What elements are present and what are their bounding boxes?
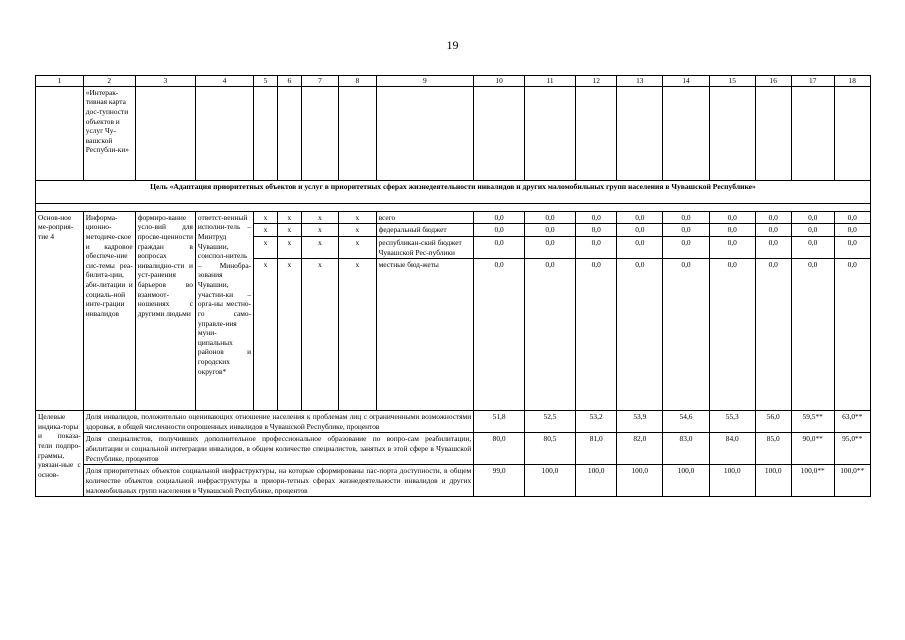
- value-cell: 90,0**: [791, 433, 834, 465]
- code-cell: х: [339, 259, 376, 411]
- column-number: 15: [709, 76, 755, 87]
- column-number: 8: [339, 76, 376, 87]
- value-cell: 82,0: [617, 433, 663, 465]
- map-title-cell: «Интерак-тивная карта дос-тупности объектов и услуг Чу-вашской Республи-ки»: [83, 86, 135, 180]
- indicator-row: [36, 411, 871, 433]
- value-cell: 100,0**: [834, 465, 871, 497]
- value-cell: 56,0: [755, 411, 791, 433]
- code-cell: х: [277, 259, 301, 411]
- code-cell: х: [339, 211, 376, 224]
- value-cell: 100,0: [575, 465, 617, 497]
- value-cell: 100,0**: [791, 465, 834, 497]
- funding-source: местные бюд-жеты: [376, 259, 474, 411]
- value-cell: 0,0: [474, 236, 525, 258]
- value-cell: 0,0: [617, 236, 663, 258]
- code-cell: х: [277, 211, 301, 224]
- map-row: [36, 86, 871, 180]
- column-number: 3: [135, 76, 195, 87]
- value-cell: 0,0: [709, 236, 755, 258]
- value-cell: 0,0: [474, 211, 525, 224]
- value-cell: 0,0: [834, 236, 871, 258]
- value-cell: 0,0: [709, 259, 755, 411]
- value-cell: 0,0: [575, 236, 617, 258]
- event-goal-relation: формиро-вание усло-вий для просве-щенности граждан в вопросах инвалидно-сти и уст-ранения барьеров во взаимоот-ношениях с другими людьми: [135, 211, 195, 411]
- value-cell: 0,0: [791, 259, 834, 411]
- value-cell: 0,0: [474, 259, 525, 411]
- value-cell: 95,0**: [834, 433, 871, 465]
- program-table: [35, 75, 871, 497]
- value-cell: 0,0: [791, 224, 834, 237]
- funding-source: всего: [376, 211, 474, 224]
- value-cell: 83,0: [663, 433, 710, 465]
- value-cell: 100,0: [755, 465, 791, 497]
- column-number: 12: [575, 76, 617, 87]
- column-number: 9: [376, 76, 474, 87]
- value-cell: 0,0: [663, 259, 710, 411]
- value-cell: 100,0: [617, 465, 663, 497]
- value-cell: 100,0: [709, 465, 755, 497]
- value-cell: 59,5**: [791, 411, 834, 433]
- value-cell: 0,0: [755, 224, 791, 237]
- code-cell: х: [301, 211, 338, 224]
- code-cell: х: [339, 224, 376, 237]
- value-cell: 0,0: [755, 236, 791, 258]
- event-row: [36, 211, 871, 224]
- value-cell: 0,0: [709, 211, 755, 224]
- value-cell: 63,0**: [834, 411, 871, 433]
- value-cell: 99,0: [474, 465, 525, 497]
- value-cell: 0,0: [834, 259, 871, 411]
- value-cell: 51,8: [474, 411, 525, 433]
- column-number: 7: [301, 76, 338, 87]
- code-cell: х: [254, 211, 278, 224]
- value-cell: 81,0: [575, 433, 617, 465]
- indicator-text: Доля приоритетных объектов социальной инфраструктуры, на которые сформированы пас-порта доступности, в общем количестве объектов социальной инфраструктуры в приори-тетных сферах жизнедеятельности инвалидов и других маломобильных групп населения в Чувашской Республике, процентов: [83, 465, 473, 497]
- column-number: 10: [474, 76, 525, 87]
- event-type: Основ-ное ме-роприя-тие 4: [36, 211, 84, 411]
- value-cell: 0,0: [834, 224, 871, 237]
- code-cell: х: [254, 259, 278, 411]
- indicator-text: Доля специалистов, получивших дополнительное профессиональное образование по вопро-сам реабилитации, абилитации и социальной интеграции инвалидов, в общем количестве специалистов, занятых в этой сфере в Чувашской Республике, процентов: [83, 433, 473, 465]
- code-cell: х: [301, 259, 338, 411]
- value-cell: 0,0: [525, 259, 576, 411]
- value-cell: 0,0: [617, 211, 663, 224]
- indicator-row: [36, 465, 871, 497]
- funding-source: республикан-ский бюджет Чувашской Рес-публики: [376, 236, 474, 258]
- code-cell: х: [254, 236, 278, 258]
- column-number: 13: [617, 76, 663, 87]
- value-cell: 52,5: [525, 411, 576, 433]
- indicator-row: [36, 433, 871, 465]
- value-cell: 0,0: [791, 211, 834, 224]
- value-cell: 0,0: [791, 236, 834, 258]
- value-cell: 55,3: [709, 411, 755, 433]
- column-number: 6: [277, 76, 301, 87]
- column-number: 4: [195, 76, 253, 87]
- column-number: 5: [254, 76, 278, 87]
- column-number: 16: [755, 76, 791, 87]
- goal-row: [36, 180, 871, 203]
- value-cell: 53,2: [575, 411, 617, 433]
- value-cell: 54,6: [663, 411, 710, 433]
- value-cell: 0,0: [709, 224, 755, 237]
- value-cell: 0,0: [525, 211, 576, 224]
- code-cell: х: [277, 236, 301, 258]
- code-cell: х: [254, 224, 278, 237]
- value-cell: 0,0: [663, 211, 710, 224]
- column-number: 17: [791, 76, 834, 87]
- code-cell: х: [301, 224, 338, 237]
- value-cell: 0,0: [575, 259, 617, 411]
- value-cell: 0,0: [755, 259, 791, 411]
- column-number: 14: [663, 76, 710, 87]
- column-number: 18: [834, 76, 871, 87]
- column-number: 11: [525, 76, 576, 87]
- value-cell: 80,0: [474, 433, 525, 465]
- code-cell: х: [301, 236, 338, 258]
- value-cell: 53,9: [617, 411, 663, 433]
- value-cell: 80,5: [525, 433, 576, 465]
- value-cell: 0,0: [575, 211, 617, 224]
- value-cell: 0,0: [525, 224, 576, 237]
- goal-heading: Цель «Адаптация приоритетных объектов и услуг в приоритетных сферах жизнедеятельности инвалидов и других маломобильных групп населения в Чувашской Республике»: [36, 180, 871, 203]
- column-number: 2: [83, 76, 135, 87]
- code-cell: х: [339, 236, 376, 258]
- value-cell: 0,0: [617, 224, 663, 237]
- page-number: 19: [446, 38, 459, 52]
- event-executor: ответст-венный исполни-тель – Минтруд Чувашии, соиспол-нитель – Минобра-зования Чувашии, участни-ки – орга-ны местно-го само-управле-ния муни-ципальных районов и городских округов*: [195, 211, 253, 411]
- funding-source: федеральный бюджет: [376, 224, 474, 237]
- value-cell: 0,0: [575, 224, 617, 237]
- column-number-row: [36, 76, 871, 87]
- code-cell: х: [277, 224, 301, 237]
- value-cell: 0,0: [525, 236, 576, 258]
- event-name: Информа-ционно-методиче-ское и кадровое обеспече-ние сис-темы реа-билита-ции, аби-литации и социаль-ной инте-грации инвалидов: [83, 211, 135, 411]
- value-cell: 100,0: [525, 465, 576, 497]
- value-cell: 0,0: [663, 224, 710, 237]
- value-cell: 0,0: [663, 236, 710, 258]
- indicators-label: Целевые индика-торы и показа-тели подпро-граммы, увязан-ные с основ-: [36, 411, 84, 497]
- value-cell: 0,0: [834, 211, 871, 224]
- value-cell: 0,0: [755, 211, 791, 224]
- value-cell: 0,0: [474, 224, 525, 237]
- value-cell: 84,0: [709, 433, 755, 465]
- indicator-text: Доля инвалидов, положительно оценивающих отношение населения к проблемам лиц с ограниченными возможностями здоровья, в общей численности опрошенных инвалидов в Чувашской Республике, процентов: [83, 411, 473, 433]
- column-number: 1: [36, 76, 84, 87]
- value-cell: 100,0: [663, 465, 710, 497]
- value-cell: 85,0: [755, 433, 791, 465]
- value-cell: 0,0: [617, 259, 663, 411]
